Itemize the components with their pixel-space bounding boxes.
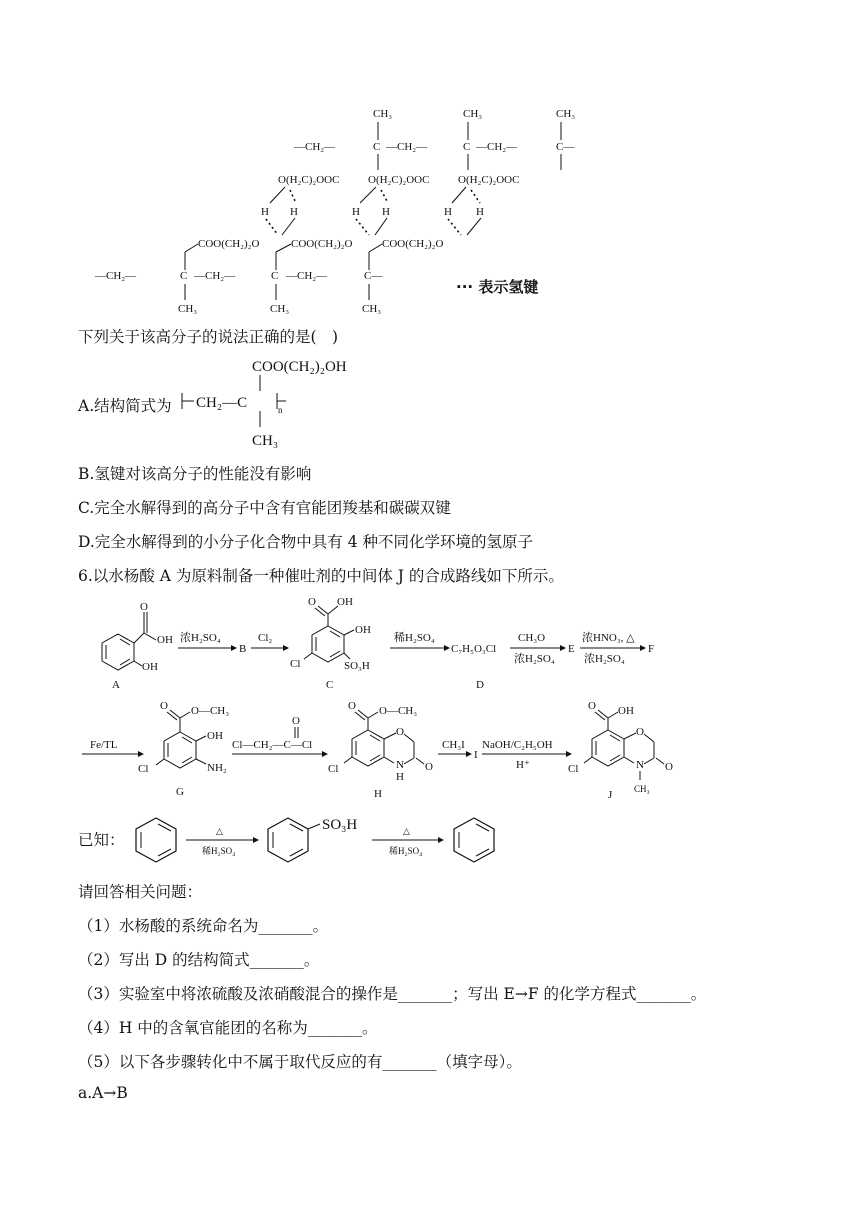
ch3-label: CH₃ <box>362 303 382 315</box>
ch3-label: CH₃ <box>373 108 393 120</box>
atom-o: O <box>588 700 596 712</box>
reagent-b-c: Cl₂ <box>258 632 273 644</box>
compound-label-d: D <box>476 679 484 691</box>
benzene-ring <box>454 818 494 862</box>
known-reagent: 稀H₂SO₄ <box>389 846 423 856</box>
atom-o: O <box>308 596 316 608</box>
option-a-prefix: A.结构简式为 <box>78 397 172 415</box>
atom-o: O <box>348 700 356 712</box>
ch3-label: CH₃ <box>178 303 198 315</box>
hydrogen-atom: H <box>352 206 360 218</box>
compound-label-e: E <box>568 643 575 655</box>
ester-group: O(H₂C)₂OOC <box>278 174 340 186</box>
compound-label-a: A <box>112 679 120 691</box>
backbone-ch2: —CH₂— <box>386 141 428 153</box>
question5-stem: 下列关于该高分子的说法正确的是( ) <box>78 328 339 346</box>
choice-a: a.A→B <box>78 1084 128 1102</box>
atom-so3h: SO₃H <box>344 660 370 672</box>
answer-intro: 请回答相关问题： <box>78 883 203 901</box>
sub-question-1: （1）水杨酸的系统命名为_______。 <box>78 917 329 935</box>
option-b: B.氢键对该高分子的性能没有影响 <box>78 465 312 483</box>
backbone-carbon: C— <box>556 141 575 153</box>
atom-o: O <box>425 761 433 773</box>
hydrogen-atom: H <box>476 206 484 218</box>
backbone-ch2: —CH₂— <box>95 270 137 282</box>
compound-label-h: H <box>374 788 382 800</box>
ch3-label: CH₃ <box>270 303 290 315</box>
ester-group: COO(CH₂)₂O <box>291 238 353 250</box>
hydrogen-bond-legend: ··· 表示氢键 <box>456 278 539 296</box>
triangle-heat: △ <box>403 826 410 836</box>
reagent-e-f-bottom: 浓H₂SO₄ <box>584 653 625 665</box>
polymer-hydrogen-bond-figure <box>90 98 576 320</box>
backbone-carbon: C— <box>364 270 383 282</box>
triangle-heat: △ <box>216 826 223 836</box>
compound-label-f: F <box>648 643 655 655</box>
compound-label-g: G <box>176 786 184 798</box>
atom-o: O <box>140 601 148 613</box>
atom-oh: OH <box>355 624 371 636</box>
known-reaction-scheme <box>128 812 508 868</box>
atom-methoxy: O—CH₃ <box>191 705 230 717</box>
atom-n: N <box>396 759 404 771</box>
reagent-d-e-top: CH₃O <box>518 632 546 644</box>
ester-group: COO(CH₂)₂O <box>382 238 444 250</box>
known-reagent: 稀H₂SO₄ <box>202 846 236 856</box>
reagent-g-h-oxygen: O <box>292 715 300 727</box>
ch3-label: CH₃ <box>463 108 483 120</box>
backbone-ch2: —CH₂— <box>286 270 328 282</box>
formula-methyl: CH₃ <box>252 433 279 449</box>
compound-label-j: J <box>608 789 613 801</box>
sub-question-4: （4）H 中的含氧官能团的名称为_______。 <box>78 1019 378 1037</box>
atom-ch3: CH₃ <box>634 784 650 794</box>
option-c: C.完全水解得到的高分子中含有官能团羧基和碳碳双键 <box>78 499 451 517</box>
benzene-ring <box>136 818 176 862</box>
option-a-formula <box>180 355 390 451</box>
sulfonic-group: SO₃H <box>322 817 358 833</box>
atom-n: N <box>636 759 644 771</box>
atom-cl: Cl <box>328 763 339 775</box>
benzenesulfonic-acid <box>268 817 357 862</box>
hydrogen-atom: H <box>261 206 269 218</box>
reagent-i-j-top: NaOH/C₂H₅OH <box>482 739 553 751</box>
sub-question-3: （3）实验室中将浓硫酸及浓硝酸混合的操作是_______；写出 E→F 的化学方程式_______。 <box>78 985 707 1003</box>
hydrogen-atom: H <box>382 206 390 218</box>
compound-label-i: I <box>474 749 478 761</box>
sub-question-5: （5）以下各步骤转化中不属于取代反应的有_______（填字母）。 <box>78 1053 522 1071</box>
ester-group: COO(CH₂)₂O <box>198 238 260 250</box>
compound-h-structure <box>328 700 433 783</box>
reagent-d-e-bottom: 浓H₂SO₄ <box>514 653 555 665</box>
atom-h: H <box>396 771 404 783</box>
question6-stem: 6.以水杨酸 A 为原料制备一种催吐剂的中间体 J 的合成路线如下所示。 <box>78 567 564 585</box>
atom-cl: Cl <box>568 763 579 775</box>
compound-g-structure <box>138 700 229 775</box>
ester-group: O(H₂C)₂OOC <box>368 174 430 186</box>
synthesis-route-row2 <box>78 698 698 804</box>
ch3-label: CH₃ <box>556 108 576 120</box>
backbone-ch2: —CH₂— <box>294 141 336 153</box>
reagent-g-h: Cl—CH₂—C—Cl <box>232 739 313 751</box>
atom-o: O <box>636 726 644 738</box>
backbone-carbon: C <box>373 141 381 153</box>
atom-oh: OH <box>157 634 173 646</box>
atom-oh: OH <box>337 596 353 608</box>
compound-label-c: C <box>326 679 334 691</box>
backbone-ch2: —CH₂— <box>476 141 518 153</box>
backbone-carbon: C <box>463 141 471 153</box>
hydrogen-atom: H <box>444 206 452 218</box>
backbone-carbon: C <box>271 270 279 282</box>
formula-repeat-unit: CH₂—C <box>196 395 248 411</box>
reagent-i-j-bottom: H⁺ <box>516 759 530 771</box>
compound-label-b: B <box>239 643 247 655</box>
compound-c-structure <box>290 596 371 672</box>
compound-a-structure <box>102 601 173 673</box>
formula-ester-group: COO(CH₂)₂OH <box>252 359 347 375</box>
atom-methoxy: O—CH₃ <box>379 705 418 717</box>
option-d: D.完全水解得到的小分子化合物中具有 4 种不同化学环境的氢原子 <box>78 533 534 551</box>
atom-o: O <box>160 700 168 712</box>
backbone-ch2: —CH₂— <box>194 270 236 282</box>
synthesis-route-row1 <box>78 596 678 692</box>
atom-oh: OH <box>618 705 634 717</box>
reagent-h-i: CH₃I <box>442 739 465 751</box>
atom-o: O <box>665 761 673 773</box>
reagent-f-g: Fe/TL <box>90 739 118 751</box>
ester-group: O(H₂C)₂OOC <box>458 174 520 186</box>
reagent-c-d: 稀H₂SO₄ <box>394 632 435 644</box>
backbone-carbon: C <box>180 270 188 282</box>
known-label: 已知： <box>78 831 125 849</box>
atom-cl: Cl <box>138 763 149 775</box>
formula-subscript-n: n <box>278 405 283 415</box>
atom-o: O <box>396 726 404 738</box>
atom-oh: OH <box>142 661 158 673</box>
sub-question-2: （2）写出 D 的结构简式_______。 <box>78 951 320 969</box>
atom-nh2: NH₂ <box>207 762 227 774</box>
hydrogen-atom: H <box>290 206 298 218</box>
reagent-e-f-top: 浓HNO₃, △ <box>582 632 635 644</box>
compound-d-formula: C₇H₅O₃Cl <box>451 643 497 655</box>
compound-j-structure <box>568 700 673 794</box>
reagent-a-b: 浓H₂SO₄ <box>180 632 221 644</box>
atom-cl: Cl <box>290 658 301 670</box>
atom-oh: OH <box>207 730 223 742</box>
